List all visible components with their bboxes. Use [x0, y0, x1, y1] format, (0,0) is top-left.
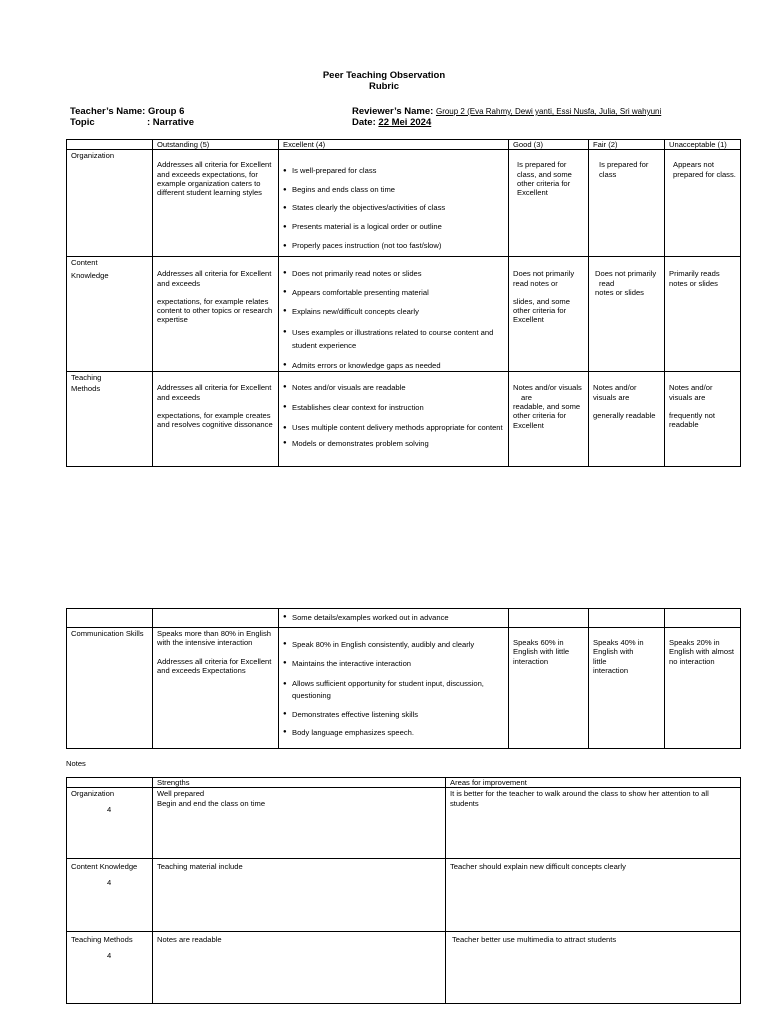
- notes-row-content-knowledge: [67, 859, 741, 932]
- rubric-header-row: [67, 140, 741, 150]
- notes-table: [66, 777, 741, 1004]
- content-category: [67, 257, 153, 372]
- rubric-header-unacceptable: Unacceptable (1): [665, 140, 741, 150]
- content-outstanding-a: Addresses all criteria for Excellent and exceeds: [157, 269, 272, 288]
- carryover-blank-1: [67, 609, 153, 628]
- carryover-excellent: [279, 609, 509, 628]
- organization-good: Is prepared for class, and some other criteria for Excellent: [509, 150, 589, 257]
- notes-organization-strengths: [153, 788, 446, 859]
- list-item: ● Allows sufficient opportunity for student input, discussion, questioning: [283, 678, 504, 702]
- list-item: ● Uses examples or illustrations related to course content and student experience: [283, 326, 504, 352]
- notes-strength-line: Notes are readable: [157, 935, 222, 945]
- notes-score: 4: [107, 877, 112, 887]
- organization-unacceptable: Appears not prepared for class.: [665, 150, 741, 257]
- list-item: ● Does not primarily read notes or slides: [283, 269, 504, 278]
- notes-content-improvement: Teacher should explain new difficult concepts clearly: [446, 859, 741, 932]
- notes-methods-strengths: [153, 932, 446, 1004]
- list-item: ● Some details/examples worked out in advance: [283, 613, 504, 622]
- rubric-header-excellent: Excellent (4): [279, 140, 509, 150]
- content-good: [509, 257, 589, 372]
- list-item: ● Is well-prepared for class: [283, 162, 504, 181]
- communication-fair-b: little: [593, 656, 607, 666]
- rubric-row-communication: [67, 628, 741, 749]
- teacher-name-row: [70, 106, 184, 117]
- content-good-a: Does not primarily read notes or: [513, 269, 575, 288]
- methods-good-b: are: [521, 392, 532, 402]
- notes-content-strengths: [153, 859, 446, 932]
- date-value: 22 Mei 2024: [378, 117, 432, 128]
- carryover-list: [283, 613, 504, 622]
- methods-excellent-list: [283, 383, 504, 448]
- notes-organization-improvement: It is better for the teacher to walk around the class to show her attention to all students: [446, 788, 741, 859]
- reviewer-value: Group 2 (Eva Rahmy, Dewi yanti, Essi Nusfa, Julia, Sri wahyuni: [435, 107, 662, 116]
- list-item: ● Body language emphasizes speech.: [283, 728, 504, 737]
- teacher-name-value: Group 6: [147, 106, 185, 117]
- title-line-1: Peer Teaching Observation: [322, 70, 446, 81]
- notes-label: Notes: [66, 759, 86, 768]
- list-item: ● Properly paces instruction (not too fast/slow): [283, 237, 504, 256]
- organization-fair: Is prepared for class: [589, 150, 665, 257]
- rubric-table-continued: [66, 608, 741, 749]
- content-category-line2: Knowledge: [71, 270, 109, 280]
- communication-excellent: [279, 628, 509, 749]
- rubric-row-teaching-methods: [67, 372, 741, 467]
- notes-strength-line: Well prepared: [157, 789, 205, 799]
- rubric-header-blank: [67, 140, 153, 150]
- notes-strength-line: Begin and end the class on time: [157, 798, 266, 808]
- methods-fair-b: generally readable: [593, 411, 656, 421]
- carryover-blank-4: [589, 609, 665, 628]
- methods-unacceptable: [665, 372, 741, 467]
- methods-fair: [589, 372, 665, 467]
- content-unacceptable: Primarily reads notes or slides: [665, 257, 741, 372]
- methods-category: [67, 372, 153, 467]
- notes-row-teaching-methods: [67, 932, 741, 1004]
- methods-outstanding: [153, 372, 279, 467]
- methods-outstanding-b: expectations, for example creates and resolves cognitive dissonance: [157, 411, 273, 430]
- methods-category-line2: Methods: [71, 383, 101, 393]
- methods-fair-a: Notes and/or visuals are: [593, 383, 637, 402]
- notes-organization-category: [67, 788, 153, 859]
- notes-row-organization: [67, 788, 741, 859]
- content-good-b: slides, and some other criteria for Excellent: [513, 296, 570, 325]
- title-line-2: Rubric: [368, 81, 400, 92]
- methods-excellent: [279, 372, 509, 467]
- notes-content-category: [67, 859, 153, 932]
- reviewer-label: Reviewer’s Name:: [352, 106, 434, 117]
- carryover-blank-3: [509, 609, 589, 628]
- communication-fair: [589, 628, 665, 749]
- content-excellent: [279, 257, 509, 372]
- list-item: ● Appears comfortable presenting material: [283, 288, 504, 297]
- communication-excellent-list: [283, 640, 504, 738]
- organization-outstanding: Addresses all criteria for Excellent and exceeds expectations, for example organization caters to different student learning styles: [153, 150, 279, 257]
- methods-unacceptable-a: Notes and/or visuals are: [669, 383, 713, 402]
- content-excellent-list: [283, 269, 504, 370]
- notes-score: 4: [107, 804, 112, 814]
- date-row: [352, 117, 431, 128]
- content-fair-c: notes or slides: [595, 287, 644, 297]
- rubric-header-good: Good (3): [509, 140, 589, 150]
- communication-category: Communication Skills: [67, 628, 153, 749]
- notes-header-improvement: Areas for improvement: [446, 778, 741, 788]
- list-item: ● Admits errors or knowledge gaps as needed: [283, 361, 504, 370]
- notes-methods-category: [67, 932, 153, 1004]
- list-item: ● Begins and ends class on time: [283, 181, 504, 200]
- notes-category-label: Teaching Methods: [71, 935, 133, 945]
- list-item: ● Presents material is a logical order or outline: [283, 218, 504, 237]
- content-outstanding: [153, 257, 279, 372]
- carryover-blank-2: [153, 609, 279, 628]
- list-item: ● Models or demonstrates problem solving: [283, 439, 504, 448]
- methods-good-a: Notes and/or visuals: [513, 383, 582, 393]
- topic-row: [70, 117, 194, 128]
- communication-outstanding: [153, 628, 279, 749]
- communication-fair-a: Speaks 40% in English with: [593, 638, 644, 657]
- communication-good: Speaks 60% in English with little interaction: [509, 628, 589, 749]
- rubric-header-fair: Fair (2): [589, 140, 665, 150]
- carryover-blank-5: [665, 609, 741, 628]
- content-fair: [589, 257, 665, 372]
- list-item: ● Maintains the interactive interaction: [283, 659, 504, 668]
- notes-header-strengths: Strengths: [153, 778, 446, 788]
- list-item: ● States clearly the objectives/activities of class: [283, 199, 504, 218]
- notes-score: 4: [107, 950, 112, 960]
- topic-value: : Narrative: [147, 117, 194, 128]
- organization-excellent-list: [283, 162, 504, 255]
- communication-outstanding-b: Addresses all criteria for Excellent and exceeds Expectations: [157, 656, 272, 675]
- list-item: ● Uses multiple content delivery methods appropriate for content: [283, 422, 504, 434]
- content-outstanding-b: expectations, for example relates content to other topics or research expertise: [157, 296, 273, 325]
- notes-strength-line: Teaching material include: [157, 862, 243, 872]
- notes-header-row: [67, 778, 741, 788]
- communication-fair-c: interaction: [593, 665, 629, 675]
- reviewer-row: [352, 106, 661, 117]
- list-item: ● Establishes clear context for instruction: [283, 403, 504, 412]
- rubric-row-carryover: [67, 609, 741, 628]
- topic-label: Topic: [70, 117, 95, 128]
- rubric-row-organization: [67, 150, 741, 257]
- rubric-table: [66, 139, 741, 467]
- rubric-header-outstanding: Outstanding (5): [153, 140, 279, 150]
- content-fair-b: read: [599, 278, 615, 288]
- notes-category-label: Organization: [71, 789, 115, 799]
- methods-unacceptable-b: frequently not readable: [669, 411, 716, 430]
- methods-category-line1: Teaching: [71, 373, 102, 383]
- notes-header-blank: [67, 778, 153, 788]
- date-label: Date:: [352, 117, 376, 128]
- list-item: ● Notes and/or visuals are readable: [283, 383, 504, 392]
- rubric-row-content-knowledge: [67, 257, 741, 372]
- methods-good: [509, 372, 589, 467]
- methods-good-c: readable, and some other criteria for Excellent: [513, 402, 581, 430]
- methods-outstanding-a: Addresses all criteria for Excellent and exceeds: [157, 383, 272, 402]
- communication-unacceptable: Speaks 20% in English with almost no interaction: [665, 628, 741, 749]
- communication-outstanding-a: Speaks more than 80% in English with the intensive interaction: [157, 629, 271, 648]
- organization-excellent: [279, 150, 509, 257]
- list-item: ● Speak 80% in English consistently, audibly and clearly: [283, 640, 504, 649]
- notes-category-label: Content Knowledge: [71, 862, 138, 872]
- document-title: [0, 70, 768, 92]
- content-fair-a: Does not primarily: [595, 269, 657, 279]
- organization-category: Organization: [67, 150, 153, 257]
- content-category-line1: Content: [71, 258, 98, 268]
- notes-methods-improvement: Teacher better use multimedia to attract students: [446, 932, 741, 1004]
- teacher-name-label: Teacher’s Name:: [70, 106, 146, 117]
- list-item: ● Demonstrates effective listening skills: [283, 710, 504, 719]
- list-item: ● Explains new/difficult concepts clearly: [283, 307, 504, 316]
